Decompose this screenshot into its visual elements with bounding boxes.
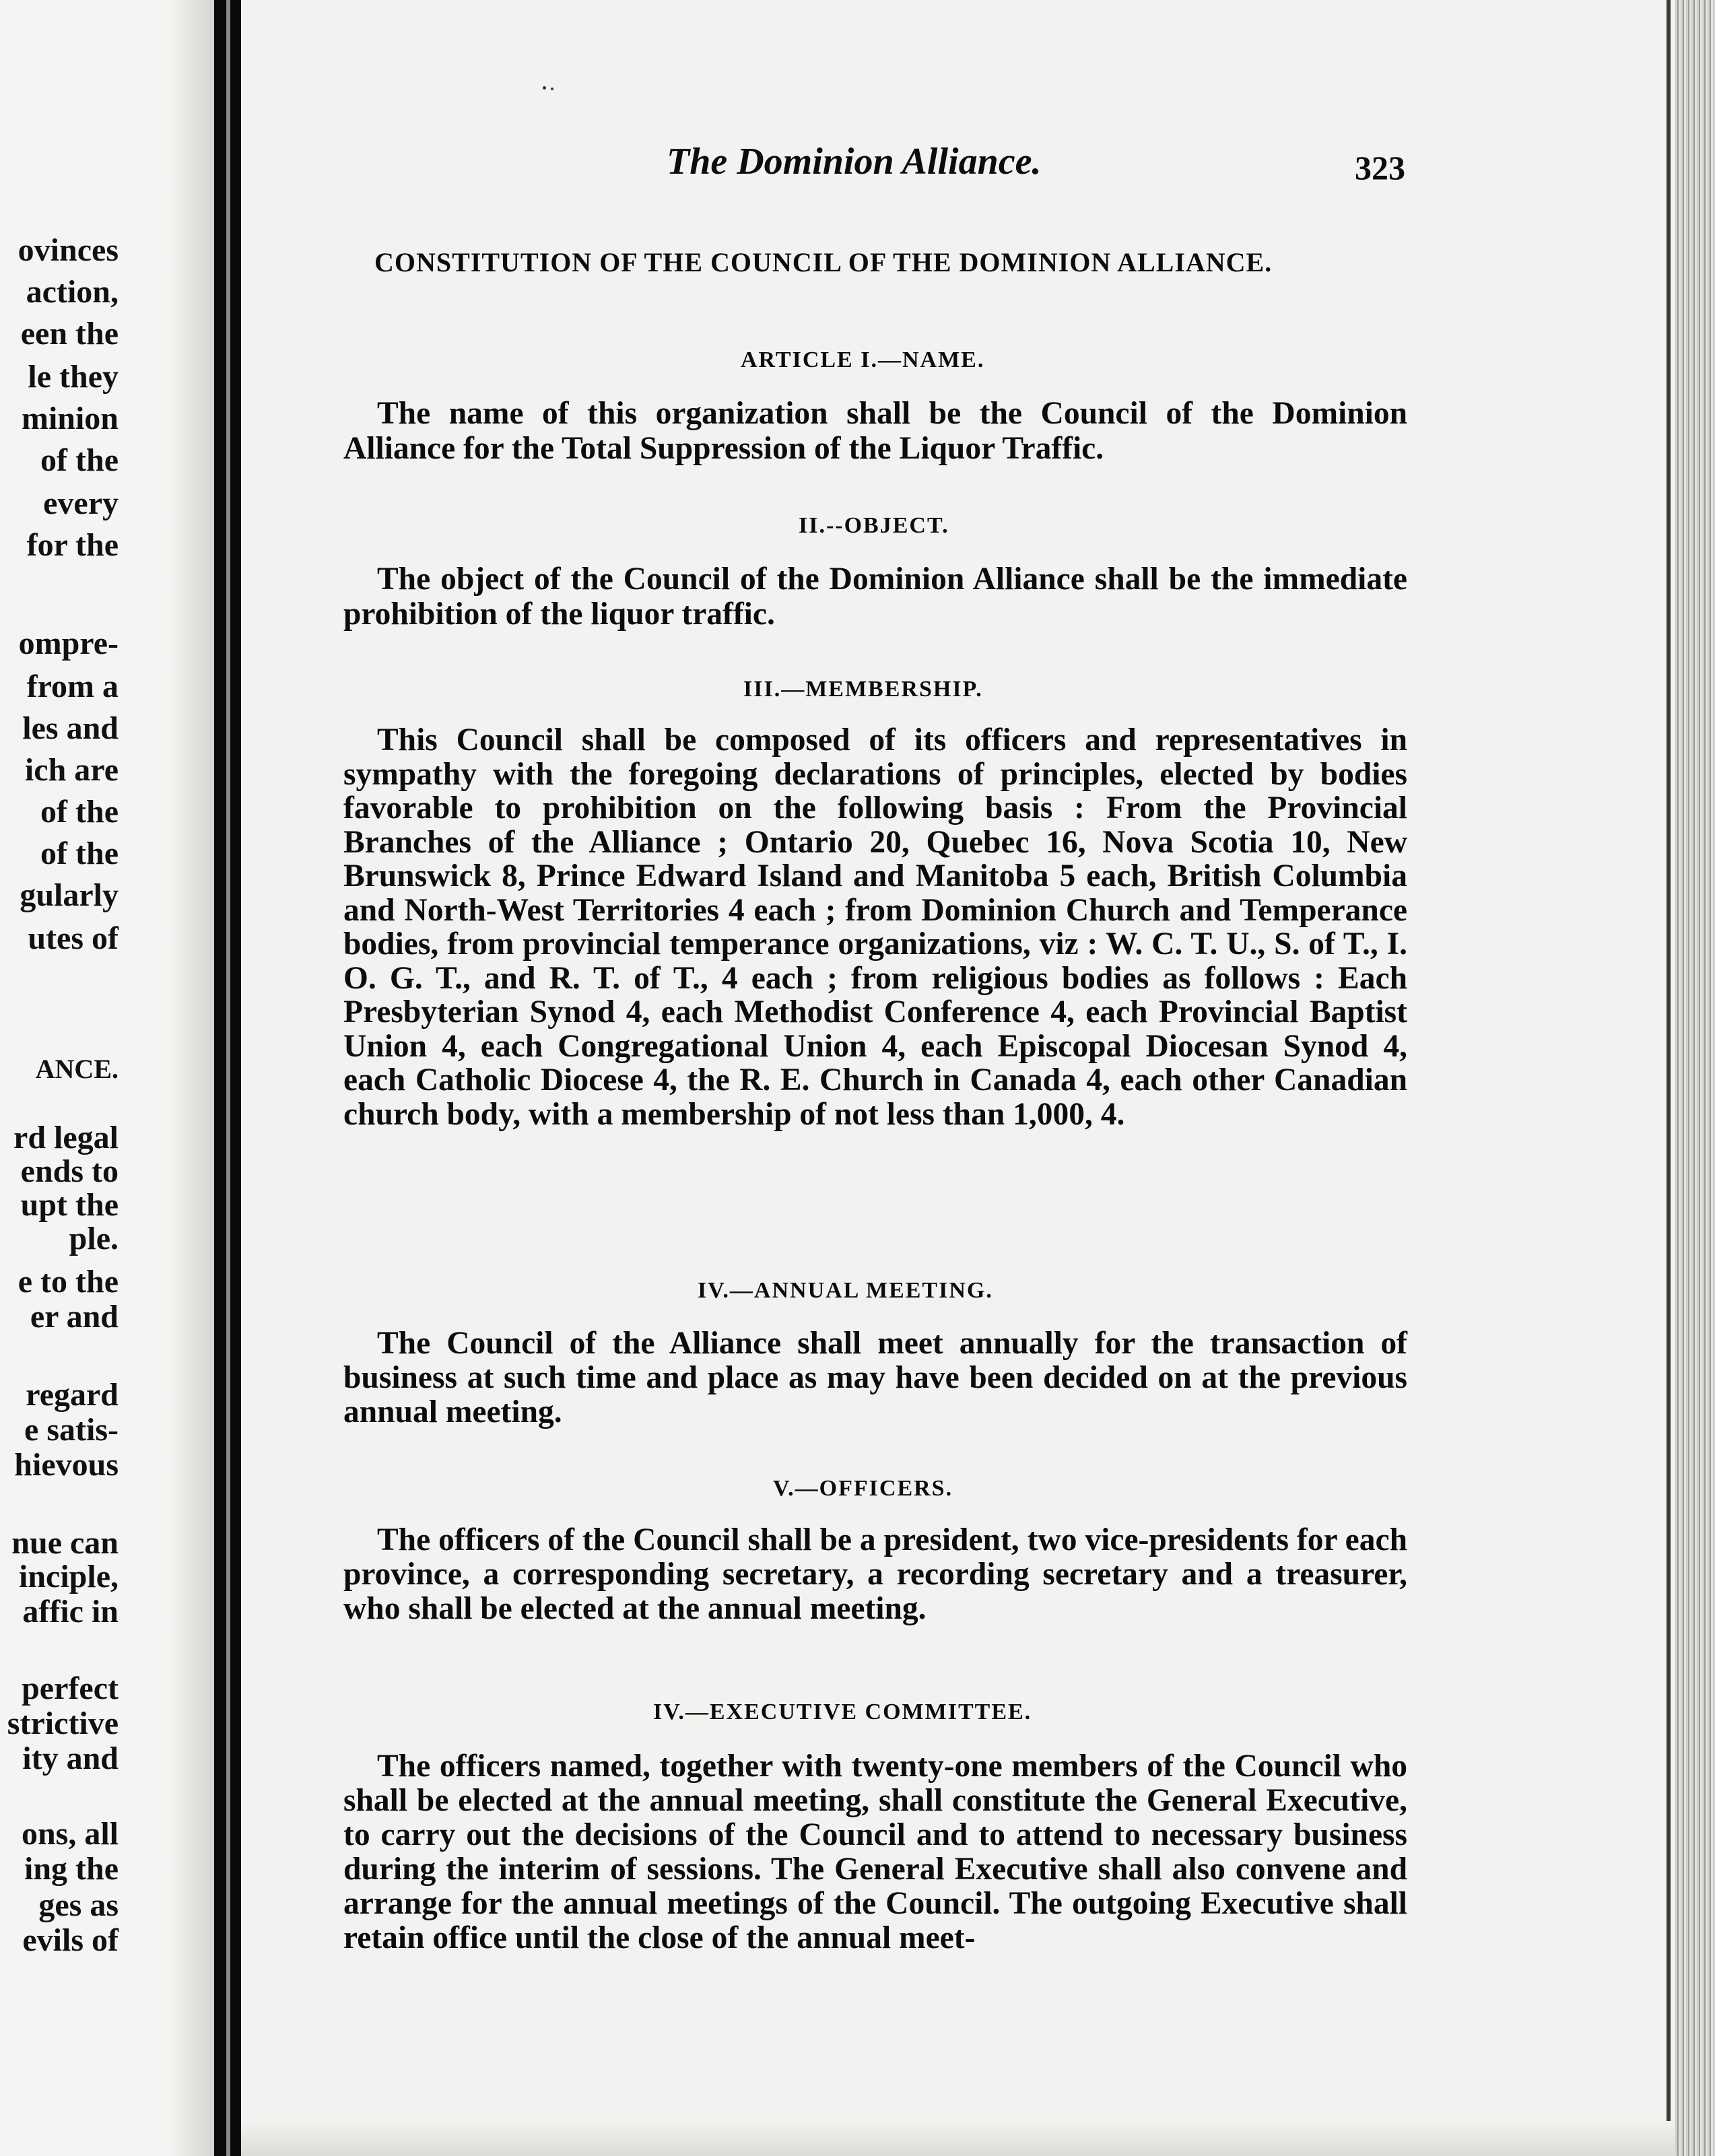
left-page-fragment: of the — [40, 794, 119, 830]
left-page-fragment: nue can — [11, 1525, 119, 1561]
left-page-fragment: ends to — [20, 1153, 119, 1189]
left-page-fragment: ity and — [22, 1741, 119, 1776]
left-page-shadow — [168, 0, 214, 2156]
gutter-highlight — [226, 0, 230, 2156]
section-heading-executive-committee: IV.—EXECUTIVE COMMITTEE. — [653, 1699, 1032, 1724]
left-page-fragment: evils of — [22, 1922, 119, 1958]
left-page-fragment: from a — [26, 669, 119, 704]
left-page-fragment: perfect — [22, 1671, 119, 1706]
running-title: The Dominion Alliance. — [667, 141, 1042, 182]
left-page-fragment: ons, all — [21, 1816, 119, 1852]
left-page-fragment: le they — [28, 359, 119, 395]
left-page-fragment: e satis- — [24, 1412, 119, 1448]
stacked-page-edges — [1675, 0, 1715, 2156]
section-text-annual-meeting: The Council of the Alliance shall meet annually for the transaction of business at such time and place as may have been decided on at the previous annual meeting. — [343, 1326, 1407, 1429]
left-page-fragment: inciple, — [18, 1559, 119, 1594]
left-page-fragment: strictive — [7, 1706, 119, 1741]
page-bottom-shadow — [241, 2121, 1675, 2156]
section-text-membership: This Council shall be composed of its officers and representatives in sympathy with the foregoing declarations of principles, elected by bodies favorable to prohibition on the following basis : From the Provincial Branches of the Alliance ; Ontario 20, Quebec 16, Nova Scotia 10, New Brunswick 8, Prince Edward Island and Manitoba 5 each, British Columbia and North-West Territories 4 each ; from Dominion Church and Temperance bodies, from provincial temperance organizations, viz : W. C. T. U., S. of T., I. O. G. T., and R. T. of T., 4 each ; from religious bodies as follows : Each Presbyterian Synod 4, each Methodist Conference 4, each Provincial Baptist Union 4, each Congregational Union 4, each Episcopal Diocesan Synod 4, each Catholic Diocese 4, the R. E. Church in Canada 4, each other Canadian church body, with a membership of not less than 1,000, 4. — [343, 722, 1407, 1132]
left-page-fragment: for the — [26, 527, 119, 563]
ink-speck — [551, 88, 553, 90]
left-page-fragment: affic in — [22, 1594, 119, 1629]
left-page-fragment: rd legal — [13, 1120, 119, 1155]
document-title: CONSTITUTION OF THE COUNCIL OF THE DOMINION ALLIANCE. — [374, 247, 1273, 277]
page-number: 323 — [1355, 149, 1405, 187]
left-page-fragment: action, — [26, 274, 119, 310]
left-page-fragment: e to the — [18, 1264, 119, 1300]
section-heading-annual-meeting: IV.—ANNUAL MEETING. — [698, 1278, 993, 1303]
left-page-fragment: every — [43, 485, 119, 521]
left-page-fragment: ich are — [24, 752, 119, 788]
left-page-fragment: upt the — [20, 1187, 119, 1223]
left-facing-page — [0, 0, 214, 2156]
left-page-fragment: ANCE. — [35, 1054, 119, 1084]
left-page-fragment: of the — [40, 442, 119, 478]
section-text-executive-committee: The officers named, together with twenty-one members of the Council who shall be elected at the annual meeting, shall constitute the General Executive, to carry out the decisions of the Council and to attend to necessary business during the interim of sessions. The General Executive shall also convene and arrange for the annual meetings of the Council. The outgoing Executive shall retain office until the close of the annual meet- — [343, 1749, 1407, 1955]
section-text-officers: The officers of the Council shall be a president, two vice-presidents for each province, a corresponding secretary, a recording secretary and a treasurer, who shall be elected at the annual meeting. — [343, 1522, 1407, 1626]
section-heading-name: ARTICLE I.—NAME. — [741, 347, 985, 372]
left-page-fragment: ing the — [24, 1851, 119, 1887]
section-heading-object: II.--OBJECT. — [799, 513, 949, 538]
left-page-fragment: ple. — [69, 1221, 119, 1256]
section-text-object: The object of the Council of the Dominion Alliance shall be the immediate prohibition of the liquor traffic. — [343, 562, 1407, 632]
left-page-fragment: regard — [26, 1377, 119, 1413]
left-page-fragment: of the — [40, 836, 119, 871]
section-heading-officers: V.—OFFICERS. — [773, 1476, 953, 1501]
left-page-fragment: les and — [22, 710, 119, 746]
left-page-fragment: ompre- — [18, 626, 119, 661]
left-page-fragment: ges as — [38, 1887, 119, 1923]
section-heading-membership: III.—MEMBERSHIP. — [743, 677, 983, 702]
left-page-fragment: gularly — [20, 877, 119, 913]
left-page-fragment: minion — [21, 401, 119, 436]
left-page-fragment: er and — [30, 1299, 119, 1335]
section-text-name: The name of this organization shall be the Council of the Dominion Alliance for the Total Suppression of the Liquor Traffic. — [343, 396, 1407, 466]
left-page-fragment: utes of — [28, 920, 119, 956]
ink-speck — [543, 86, 546, 90]
page-edge-line — [1667, 0, 1671, 2156]
left-page-fragment: hievous — [14, 1447, 119, 1483]
left-page-fragment: ovinces — [18, 232, 119, 268]
left-page-fragment: een the — [20, 316, 119, 351]
